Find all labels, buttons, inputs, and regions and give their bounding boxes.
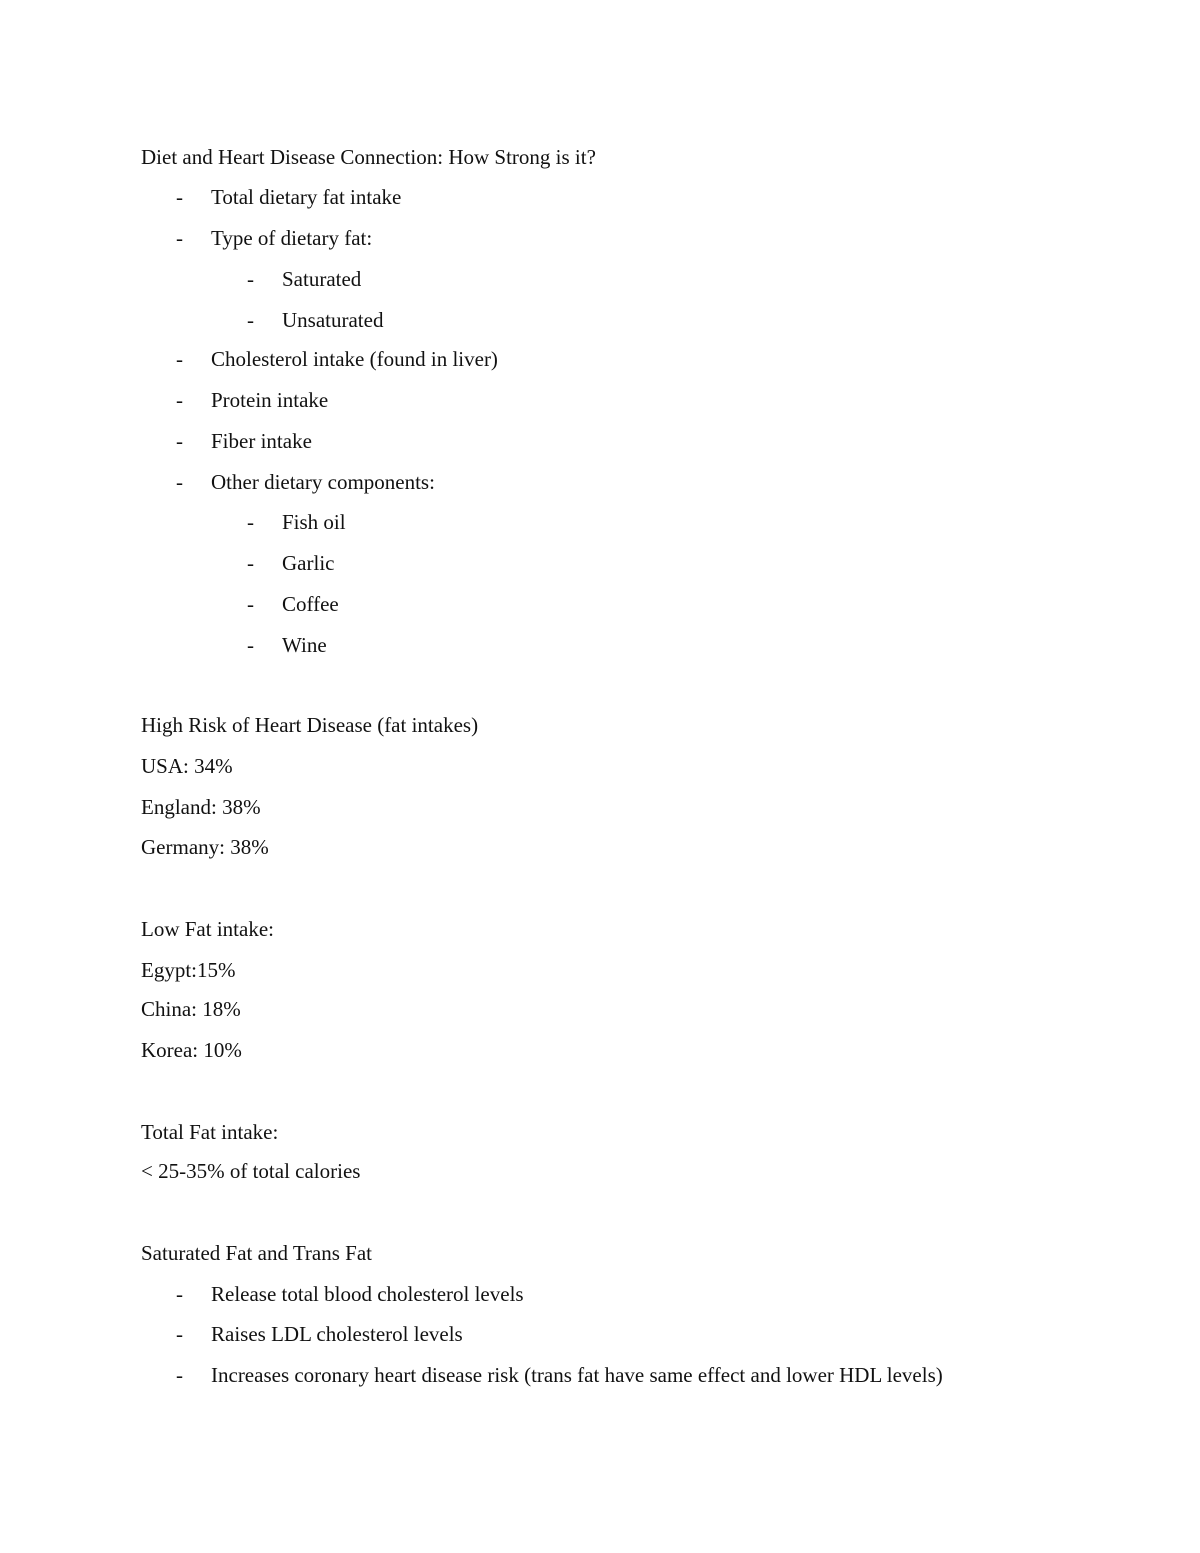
- bullet-dash: -: [176, 226, 183, 250]
- bullet-dash: -: [176, 1322, 183, 1346]
- bullet-dash: -: [247, 267, 254, 291]
- stat-line: USA: 34%: [141, 754, 233, 778]
- bullet-dash: -: [176, 388, 183, 412]
- stat-line: England: 38%: [141, 795, 261, 819]
- sub-list-item: Coffee: [282, 592, 339, 616]
- sub-list-item: Wine: [282, 633, 327, 657]
- section-heading-high-risk: High Risk of Heart Disease (fat intakes): [141, 713, 479, 737]
- section-heading-total-fat: Total Fat intake:: [141, 1120, 279, 1144]
- list-item: Other dietary components:: [211, 470, 435, 494]
- bullet-dash: -: [176, 185, 183, 209]
- bullet-dash: -: [247, 308, 254, 332]
- list-item: Protein intake: [211, 388, 329, 412]
- sub-list-item: Fish oil: [282, 510, 346, 534]
- stat-line: Egypt:15%: [141, 958, 236, 982]
- bullet-dash: -: [176, 470, 183, 494]
- bullet-dash: -: [247, 551, 254, 575]
- stat-line: < 25-35% of total calories: [141, 1159, 361, 1183]
- list-item: Total dietary fat intake: [211, 185, 402, 209]
- bullet-dash: -: [176, 347, 183, 371]
- sub-list-item: Saturated: [282, 267, 362, 291]
- sub-list-item: Garlic: [282, 551, 335, 575]
- bullet-dash: -: [176, 1363, 183, 1387]
- stat-line: Germany: 38%: [141, 835, 269, 859]
- bullet-dash: -: [247, 633, 254, 657]
- stat-line: Korea: 10%: [141, 1038, 242, 1062]
- section-heading-low-fat: Low Fat intake:: [141, 917, 274, 941]
- list-item: Release total blood cholesterol levels: [211, 1282, 524, 1306]
- section-heading-diet-heart: Diet and Heart Disease Connection: How Strong is it?: [141, 145, 596, 169]
- bullet-dash: -: [247, 592, 254, 616]
- bullet-dash: -: [176, 429, 183, 453]
- stat-line: China: 18%: [141, 997, 241, 1021]
- sub-list-item: Unsaturated: [282, 308, 384, 332]
- list-item: Increases coronary heart disease risk (trans fat have same effect and lower HDL levels): [211, 1363, 943, 1387]
- list-item: Type of dietary fat:: [211, 226, 373, 250]
- list-item: Fiber intake: [211, 429, 312, 453]
- bullet-dash: -: [176, 1282, 183, 1306]
- section-heading-saturated-trans: Saturated Fat and Trans Fat: [141, 1241, 372, 1265]
- bullet-dash: -: [247, 510, 254, 534]
- list-item: Cholesterol intake (found in liver): [211, 347, 498, 371]
- list-item: Raises LDL cholesterol levels: [211, 1322, 463, 1346]
